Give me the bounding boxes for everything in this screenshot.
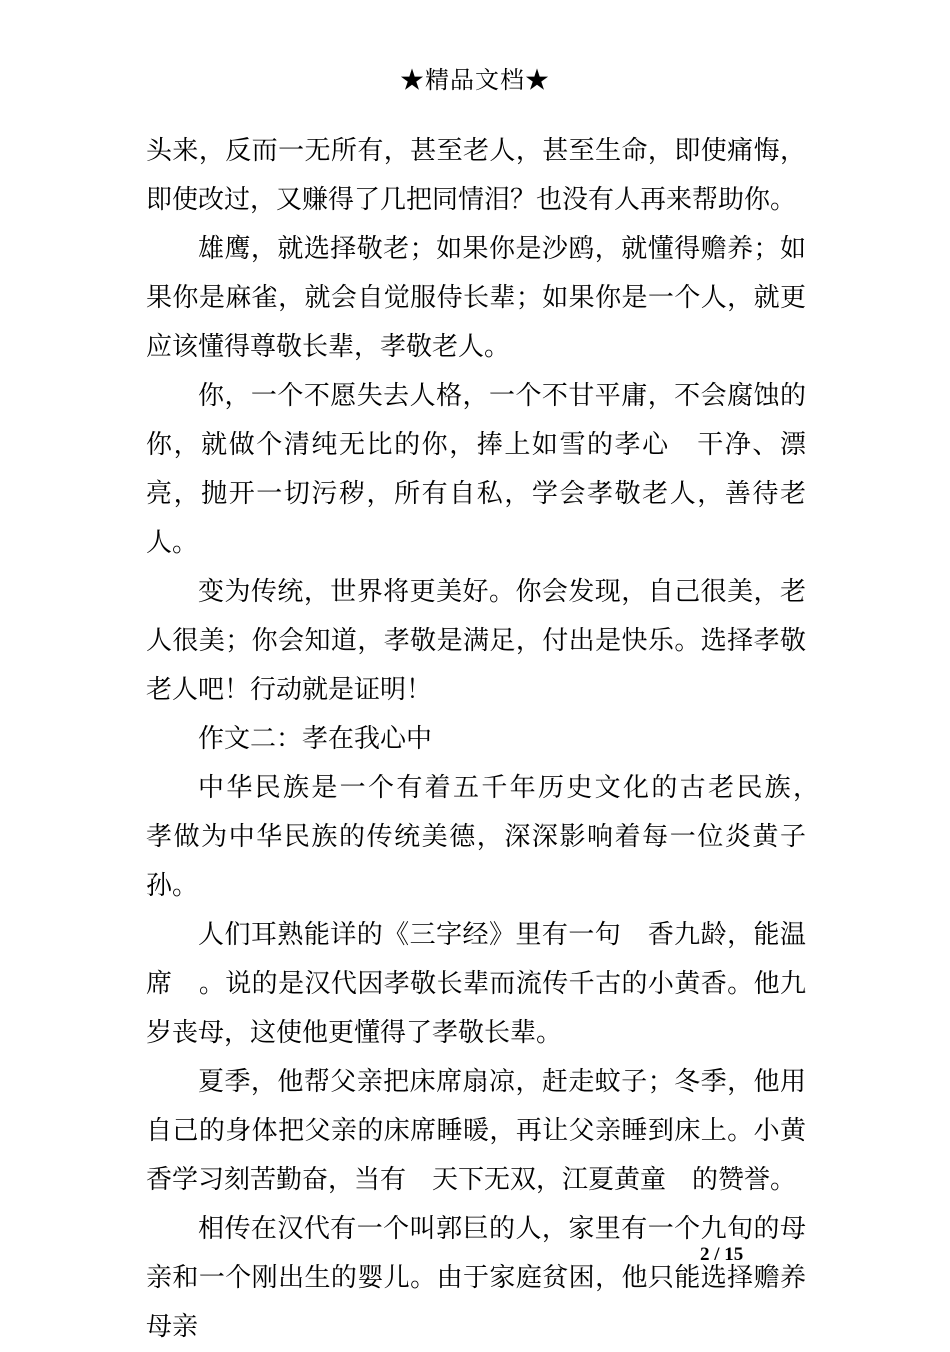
paragraph-5: 中华民族是一个有着五千年历史文化的古老民族， 孝做为中华民族的传统美德，深深影响着每一位炎黄子孙。 <box>146 773 833 901</box>
page-number: 2 / 15 <box>700 1244 744 1265</box>
document-body <box>146 127 833 1352</box>
paragraph-6: 人们耳熟能详的《三字经》里有一句 香九龄，能温席 。说的是汉代因孝敬长辈而流传千古的小黄香。他九岁丧母，这使他更懂得了孝敬长辈。 <box>146 920 806 1048</box>
section-heading: 作文二：孝在我心中 <box>198 724 433 754</box>
page-header-title: ★精品文档★ <box>400 66 550 94</box>
paragraph-4: 变为传统，世界将更美好。你会发现，自己很美，老人很美；你会知道，孝敬是满足，付出是快乐。选择孝敬老人吧！行动就是证明！ <box>146 577 806 705</box>
paragraph-1: 头来，反而一无所有，甚至老人，甚至生命，即使痛悔，即使改过，又赚得了几把同情泪？也没有人再来帮助你。 <box>146 136 806 215</box>
paragraph-7: 夏季，他帮父亲把床席扇凉，赶走蚊子；冬季，他用自己的身体把父亲的床席睡暖，再让父亲睡到床上。小黄香学习刻苦勤奋，当有 天下无双，江夏黄童 的赞誉。 <box>146 1067 806 1195</box>
paragraph-8: 相传在汉代有一个叫郭巨的人，家里有一个九旬的母亲和一个刚出生的婴儿。由于家庭贫困，他只能选择赡养母亲 <box>146 1214 806 1342</box>
paragraph-3: 你，一个不愿失去人格，一个不甘平庸，不会腐蚀的你，就做个清纯无比的你，捧上如雪的孝心 干净、漂亮，抛开一切污秽，所有自私，学会孝敬老人，善待老人。 <box>146 381 806 558</box>
paragraph-2: 雄鹰，就选择敬老；如果你是沙鸥，就懂得赡养；如果你是麻雀，就会自觉服侍长辈；如果你是一个人，就更应该懂得尊敬长辈，孝敬老人。 <box>146 234 806 362</box>
